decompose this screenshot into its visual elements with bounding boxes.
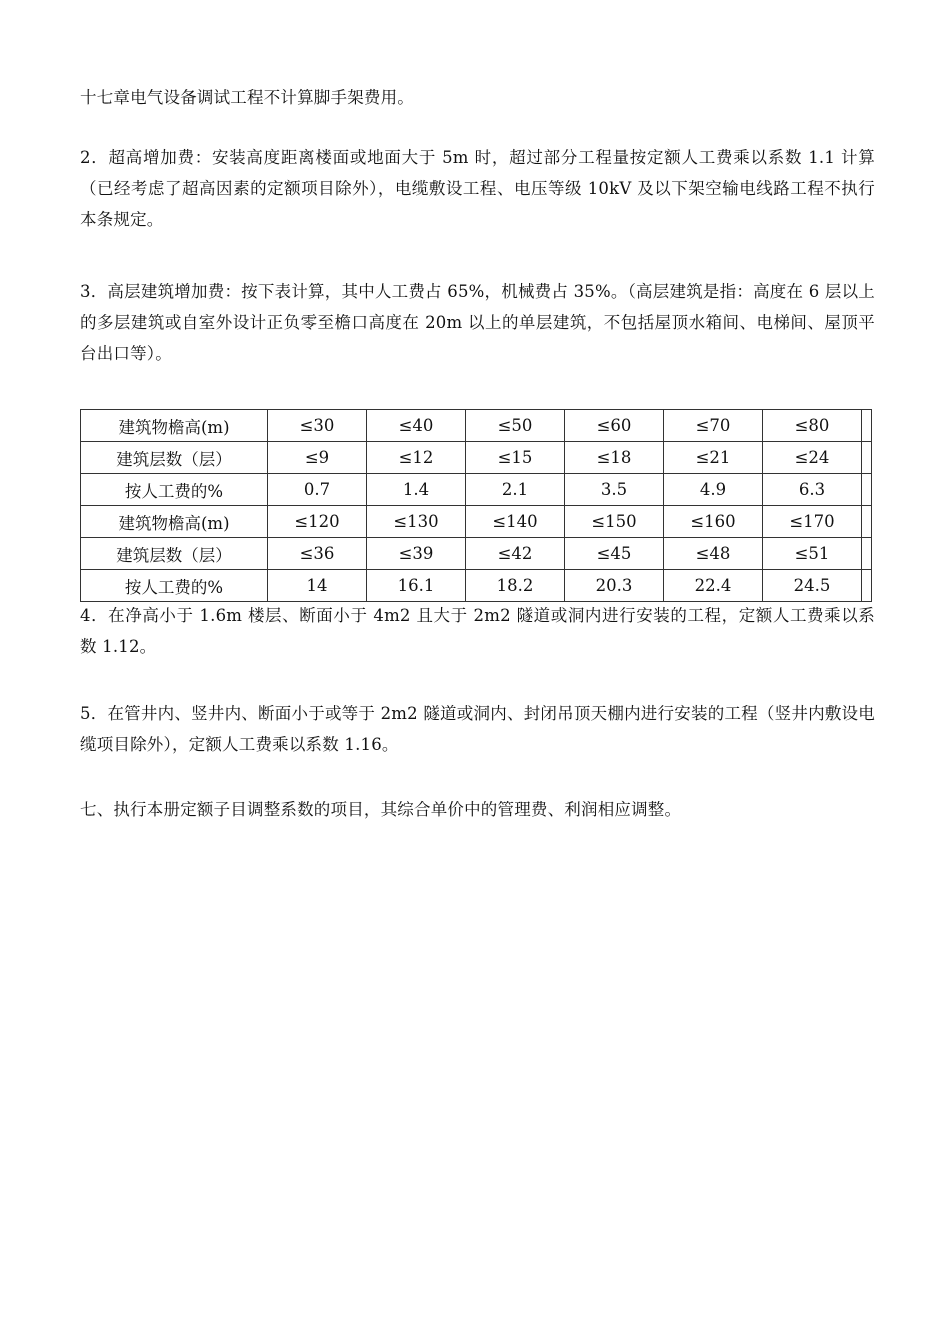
paragraph-section-seven: 七、执行本册定额子目调整系数的项目，其综合单价中的管理费、利润相应调整。 bbox=[80, 800, 682, 819]
paragraph-scaffold-note: 十七章电气设备调试工程不计算脚手架费用。 bbox=[80, 88, 414, 107]
table-cell: 1.4 bbox=[367, 474, 466, 506]
table-cell: ≤24 bbox=[763, 442, 862, 474]
table-cell: ≤12 bbox=[367, 442, 466, 474]
highrise-surcharge-table bbox=[80, 409, 872, 602]
table-cell: ≤50 bbox=[466, 410, 565, 442]
paragraph-highrise-surcharge: 3．高层建筑增加费：按下表计算，其中人工费占 65%，机械费占 35%。（高层建筑是指：高度在 6 层以上的多层建筑或自室外设计正负零至檐口高度在 20m 以上的单层建筑，不包括屋顶水箱间、电梯间、屋顶平台出口等）。 bbox=[80, 282, 875, 363]
table-cell: ≤45 bbox=[565, 538, 664, 570]
table-row bbox=[81, 474, 872, 506]
paragraph-shaft-tunnel-factor: 5．在管井内、竖井内、断面小于或等于 2m2 隧道或洞内、封闭吊顶天棚内进行安装的工程（竖井内敷设电缆项目除外），定额人工费乘以系数 1.16。 bbox=[80, 704, 875, 754]
table-cell: ≤170 bbox=[763, 506, 862, 538]
table-cell: ≤21 bbox=[664, 442, 763, 474]
table-cell: 20.3 bbox=[565, 570, 664, 602]
table-row bbox=[81, 570, 872, 602]
table-cell: 14 bbox=[268, 570, 367, 602]
row-header: 按人工费的% bbox=[81, 474, 268, 506]
empty-cell bbox=[862, 570, 872, 602]
table-cell: 24.5 bbox=[763, 570, 862, 602]
table-cell: ≤40 bbox=[367, 410, 466, 442]
table-cell: 6.3 bbox=[763, 474, 862, 506]
row-header: 按人工费的% bbox=[81, 570, 268, 602]
table-cell: ≤70 bbox=[664, 410, 763, 442]
table-cell: 16.1 bbox=[367, 570, 466, 602]
empty-cell bbox=[862, 410, 872, 442]
table-row bbox=[81, 506, 872, 538]
paragraph-height-surcharge: 2．超高增加费：安装高度距离楼面或地面大于 5m 时，超过部分工程量按定额人工费乘以系数 1.1 计算（已经考虑了超高因素的定额项目除外），电缆敷设工程、电压等级 10kV 及以下架空输电线路工程不执行本条规定。 bbox=[80, 148, 875, 229]
table-cell: 4.9 bbox=[664, 474, 763, 506]
table-row bbox=[81, 442, 872, 474]
table-cell: ≤130 bbox=[367, 506, 466, 538]
row-header: 建筑层数（层） bbox=[81, 538, 268, 570]
table-cell: ≤160 bbox=[664, 506, 763, 538]
table-cell: ≤18 bbox=[565, 442, 664, 474]
table-cell: ≤140 bbox=[466, 506, 565, 538]
table-cell: ≤36 bbox=[268, 538, 367, 570]
table-cell: ≤150 bbox=[565, 506, 664, 538]
table-cell: ≤30 bbox=[268, 410, 367, 442]
empty-cell bbox=[862, 474, 872, 506]
table-cell: ≤9 bbox=[268, 442, 367, 474]
table-cell: 22.4 bbox=[664, 570, 763, 602]
table-row bbox=[81, 538, 872, 570]
table-cell: ≤80 bbox=[763, 410, 862, 442]
paragraph-low-clearance-factor: 4．在净高小于 1.6m 楼层、断面小于 4m2 且大于 2m2 隧道或洞内进行安装的工程，定额人工费乘以系数 1.12。 bbox=[80, 606, 875, 656]
table-cell: 0.7 bbox=[268, 474, 367, 506]
row-header: 建筑物檐高(m) bbox=[81, 506, 268, 538]
table-cell: 3.5 bbox=[565, 474, 664, 506]
empty-cell bbox=[862, 442, 872, 474]
table-cell: 2.1 bbox=[466, 474, 565, 506]
table-cell: ≤120 bbox=[268, 506, 367, 538]
table-cell: ≤51 bbox=[763, 538, 862, 570]
table-cell: ≤60 bbox=[565, 410, 664, 442]
table-cell: ≤48 bbox=[664, 538, 763, 570]
table-row bbox=[81, 410, 872, 442]
empty-cell bbox=[862, 506, 872, 538]
table-cell: ≤39 bbox=[367, 538, 466, 570]
table-cell: 18.2 bbox=[466, 570, 565, 602]
row-header: 建筑层数（层） bbox=[81, 442, 268, 474]
table-cell: ≤15 bbox=[466, 442, 565, 474]
table-cell: ≤42 bbox=[466, 538, 565, 570]
empty-cell bbox=[862, 538, 872, 570]
row-header: 建筑物檐高(m) bbox=[81, 410, 268, 442]
